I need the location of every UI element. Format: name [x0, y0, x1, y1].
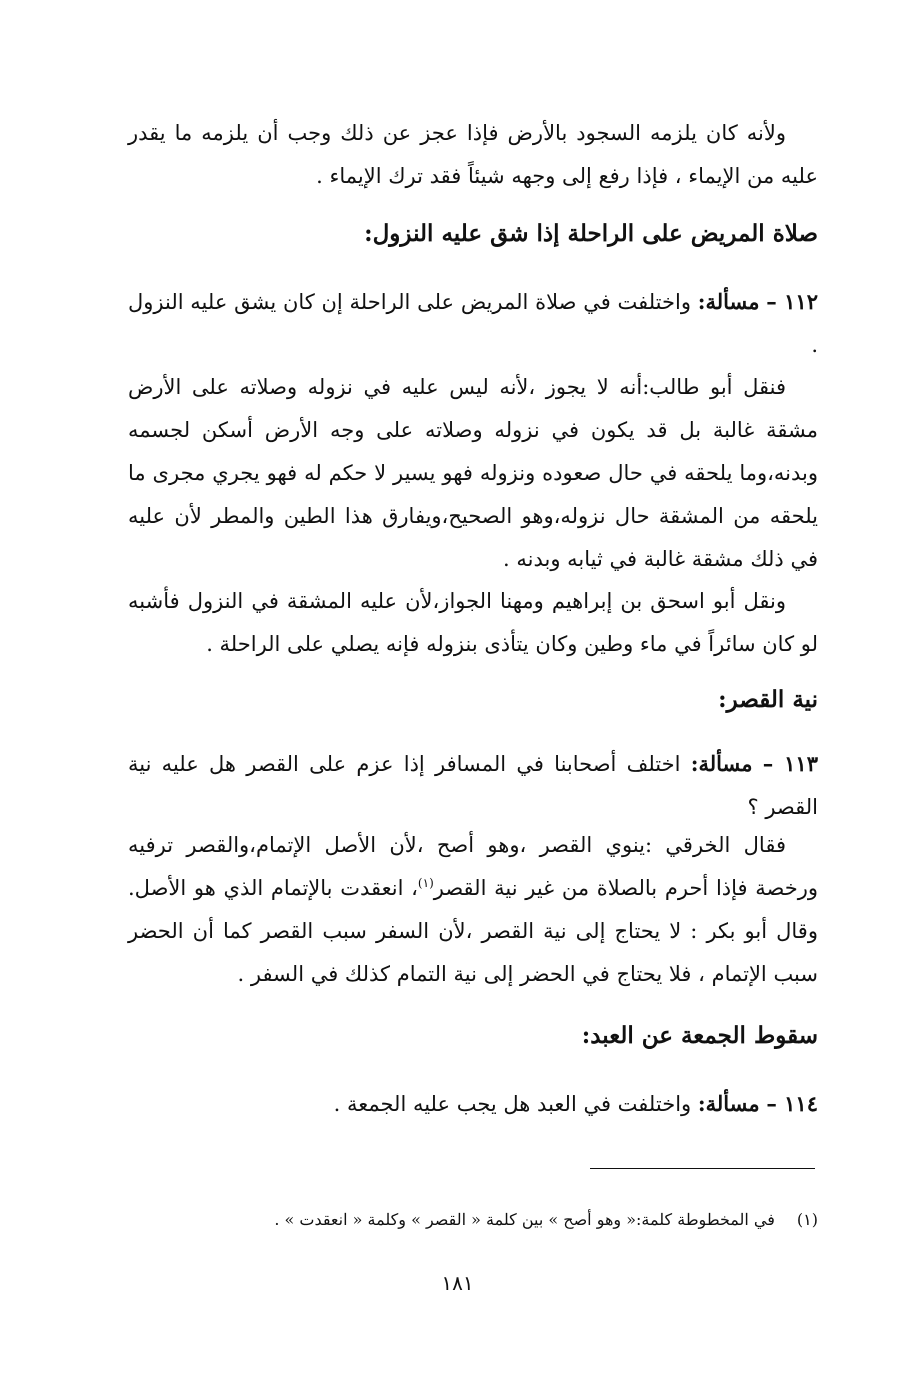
footnote-reference[interactable]: (١) [417, 876, 434, 890]
section-heading-friday-prayer-slave: سقوط الجمعة عن العبد: [581, 1022, 818, 1049]
paragraph-text: فقال الخرقي :ينوي القصر ،وهو أصح ،لأن الأصل الإتمام،والقصر ترفيه ورخصة فإذا أحرم بالصلاة من غير نية القصر [128, 833, 818, 900]
issue-text: اختلف أصحابنا في المسافر إذا عزم على القصر هل عليه نية القصر ؟ [128, 752, 818, 819]
footnote-separator [590, 1168, 815, 1169]
issue-label: مسألة: [697, 289, 760, 314]
issue-text: واختلفت في صلاة المريض على الراحلة إن كان يشق عليه النزول . [128, 290, 818, 357]
issue-label: مسألة: [690, 751, 753, 776]
kharqi-paragraph [128, 824, 818, 996]
issue-number: ١١٢ – [766, 289, 818, 314]
issue-text: واختلفت في العبد هل يجب عليه الجمعة . [333, 1092, 692, 1116]
paragraph-text: ونقل أبو اسحق بن إبراهيم ومهنا الجواز،لأن عليه المشقة في النزول فأشبه لو كان سائراً في ماء وطين وكان يتأذى بنزوله فإنه يصلي على الراحلة . [128, 589, 818, 656]
abu-talib-paragraph [128, 366, 818, 581]
paragraph-text: فنقل أبو طالب:أنه لا يجوز ،لأنه ليس عليه في نزوله وصلاته على الأرض مشقة غالبة بل قد يكون في نزوله وصلاته على وجه الأرض أسكن لجسمه وبدنه،وما يلحقه في حال صعوده ونزوله فهو يسير لا حكم له فهو يجري مجرى ما يلحقه من المشقة حال نزوله،وهو الصحيح،ويفارق هذا الطين والمطر لأن عليه في ذلك مشقة غالبة في ثيابه وبدنه . [128, 375, 818, 571]
footnote [128, 1205, 818, 1235]
footnote-number: (١) [796, 1210, 818, 1229]
issue-112 [128, 280, 818, 367]
section-heading-sick-on-mount: صلاة المريض على الراحلة إذا شق عليه النزول: [364, 220, 818, 247]
section-heading-intention-of-shortening: نية القصر: [718, 686, 818, 713]
intro-text: ولأنه كان يلزمه السجود بالأرض فإذا عجز عن ذلك وجب أن يلزمه ما يقدر عليه من الإيماء ، فإذا رفع إلى وجهه شيئاً فقد ترك الإيماء . [128, 121, 818, 188]
issue-114 [128, 1082, 818, 1126]
page-number: ١٨١ [441, 1271, 474, 1295]
issue-113 [128, 742, 818, 829]
intro-paragraph [128, 112, 818, 198]
issue-label: مسألة: [697, 1091, 760, 1116]
issue-number: ١١٣ – [762, 751, 818, 776]
abu-ishaq-paragraph [128, 580, 818, 666]
footnote-text: في المخطوطة كلمة:« وهو أصح » بين كلمة « القصر » وكلمة « انعقدت » . [274, 1210, 775, 1229]
issue-number: ١١٤ – [766, 1091, 818, 1116]
paragraph-text: ، انعقدت بالإتمام الذي هو الأصل. وقال أبو بكر : لا يحتاج إلى نية القصر ،لأن السفر سبب القصر كما أن الحضر سبب الإتمام ، فلا يحتاج في الحضر إلى نية التمام كذلك في السفر . [128, 876, 818, 986]
